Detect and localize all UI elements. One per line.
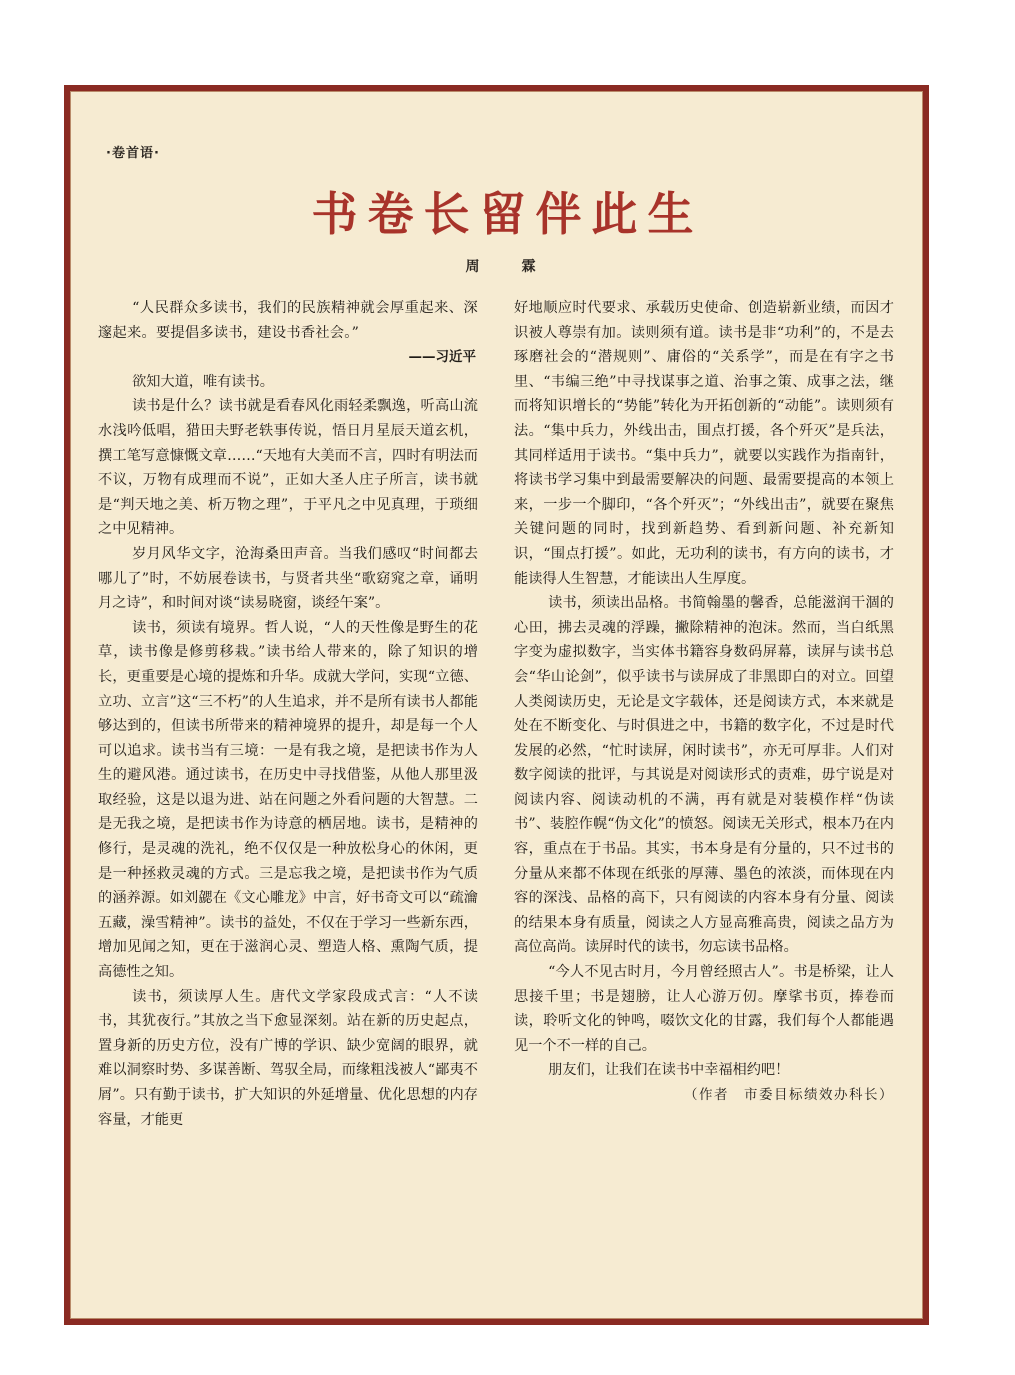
article-title: 书卷长留伴此生 <box>311 187 704 241</box>
left-column <box>98 296 478 1132</box>
epigraph-text: “人民群众多读书，我们的民族精神就会厚重起来、深邃起来。要提倡多读书，建设书香社会。” <box>98 300 478 341</box>
epigraph-source: ——习近平 <box>408 349 476 366</box>
paragraph: 朋友们，让我们在读书中幸福相约吧！ <box>548 1062 790 1079</box>
author-note: （作者 市委目标绩效办科长） <box>684 1087 894 1103</box>
paragraph: 欲知大道，唯有读书。 <box>132 373 274 390</box>
paragraph: 读书，须读有境界。哲人说，“人的天性像是野生的花草，读书像是修剪移栽。”读书给人带来的，除了知识的增长，更重要是心境的提炼和升华。成就大学问，实现“立德、立功、立言”这“三不朽”的人生追求，并不是所有读书人都能够达到的，但读书所带来的精神境界的提升，却是每一个人可以追求。读书当有三境：一是有我之境，是把读书作为人生的避风港。通过读书，在历史中寻找借鉴，从他人那里汲取经验，这是以退为进、站在问题之外看问题的大智慧。二是无我之境，是把读书作为诗意的栖居地。读书，是精神的修行，是灵魂的洗礼，绝不仅仅是一种放松身心的休闲，更是一种拯救灵魂的方式。三是忘我之境，是把读书作为气质的涵养源。如刘勰在《文心雕龙》中言，好书奇文可以“疏瀹五藏，澡雪精神”。读书的益处，不仅在于学习一些新东西，增加见闻之知，更在于滋润心灵、塑造人格、熏陶气质，提高德性之知。 <box>98 619 478 981</box>
article-author: 周 霖 <box>465 259 550 275</box>
paragraph: 岁月风华文字，沧海桑田声音。当我们感叹“时间都去哪儿了”时，不妨展卷读书，与贤者共坐“歌窈窕之章，诵明月之诗”，和时间对谈“读易晓窗，谈经午案”。 <box>98 545 478 612</box>
paragraph: 读书是什么？读书就是看春风化雨轻柔飘逸，听高山流水浅吟低唱，猎田夫野老轶事传说，悟日月星辰天道玄机，撰工笔写意慷慨文章……“天地有大美而不言，四时有明法而不议，万物有成理而不说”，正如大圣人庄子所言，读书就是“判天地之美、析万物之理”，于平凡之中见真理，于琐细之中见精神。 <box>98 398 478 538</box>
paragraph: 读书，须读出品格。书简翰墨的馨香，总能滋润干涸的心田，拂去灵魂的浮躁，撇除精神的泡沫。然而，当白纸黑字变为虚拟数字，当实体书籍容身数码屏幕，读屏与读书总会“华山论剑”，似乎读书与读屏成了非黑即白的对立。回望人类阅读历史，无论是文字载体，还是阅读方式，本来就是处在不断变化、与时俱进之中，书籍的数字化，不过是时代发展的必然，“忙时读屏，闲时读书”，亦无可厚非。人们对数字阅读的批评，与其说是对阅读形式的责难，毋宁说是对阅读内容、阅读动机的不满，再有就是对装模作样“伪读书”、装腔作幌“伪文化”的愤怒。阅读无关形式，根本乃在内容，重点在于书品。其实，书本身是有分量的，只不过书的分量从来都不体现在纸张的厚薄、墨色的浓淡，而体现在内容的深浅、品格的高下，只有阅读的内容本身有分量、阅读的结果本身有质量，阅读之人方显高雅高贵，阅读之品方为高位高尚。读屏时代的读书，勿忘读书品格。 <box>514 595 894 956</box>
paragraph: “今人不见古时月，今月曾经照古人”。书是桥梁，让人思接千里；书是翅膀，让人心游万仞。摩挲书页，捧卷而读，聆听文化的钟鸣，啜饮文化的甘露，我们每个人都能遇见一个不一样的自己。 <box>514 964 894 1054</box>
right-column <box>514 296 894 1108</box>
section-label: ·卷首语· <box>106 146 160 161</box>
paragraph: 读书，须读厚人生。唐代文学家段成式言：“人不读书，其犹夜行。”其放之当下愈显深刻。站在新的历史起点，置身新的历史方位，没有广博的学识、缺少宽阔的眼界，就难以洞察时势、多谋善断、驾驭全局，而缘粗浅被人“鄙夷不屑”。只有勤于读书，扩大知识的外延增量、优化思想的内存容量，才能更 <box>98 988 478 1128</box>
paragraph: 好地顺应时代要求、承载历史使命、创造崭新业绩，而因才识被人尊崇有加。读则须有道。读书是非“功利”的，不是去琢磨社会的“潜规则”、庸俗的“关系学”，而是在有字之书里、“韦编三绝”中寻找谋事之道、治事之策、成事之法，继而将知识增长的“势能”转化为开拓创新的“动能”。读则须有法。“集中兵力，外线出击，围点打援，各个歼灭”是兵法，其同样适用于读书。“集中兵力”，就要以实践作为指南针，将读书学习集中到最需要解决的问题、最需要提高的本领上来，一步一个脚印，“各个歼灭”；“外线出击”，就要在聚焦关键问题的同时，找到新趋势、看到新问题、补充新知识，“围点打援”。如此，无功利的读书，有方向的读书，才能读得人生智慧，才能读出人生厚度。 <box>514 300 894 587</box>
